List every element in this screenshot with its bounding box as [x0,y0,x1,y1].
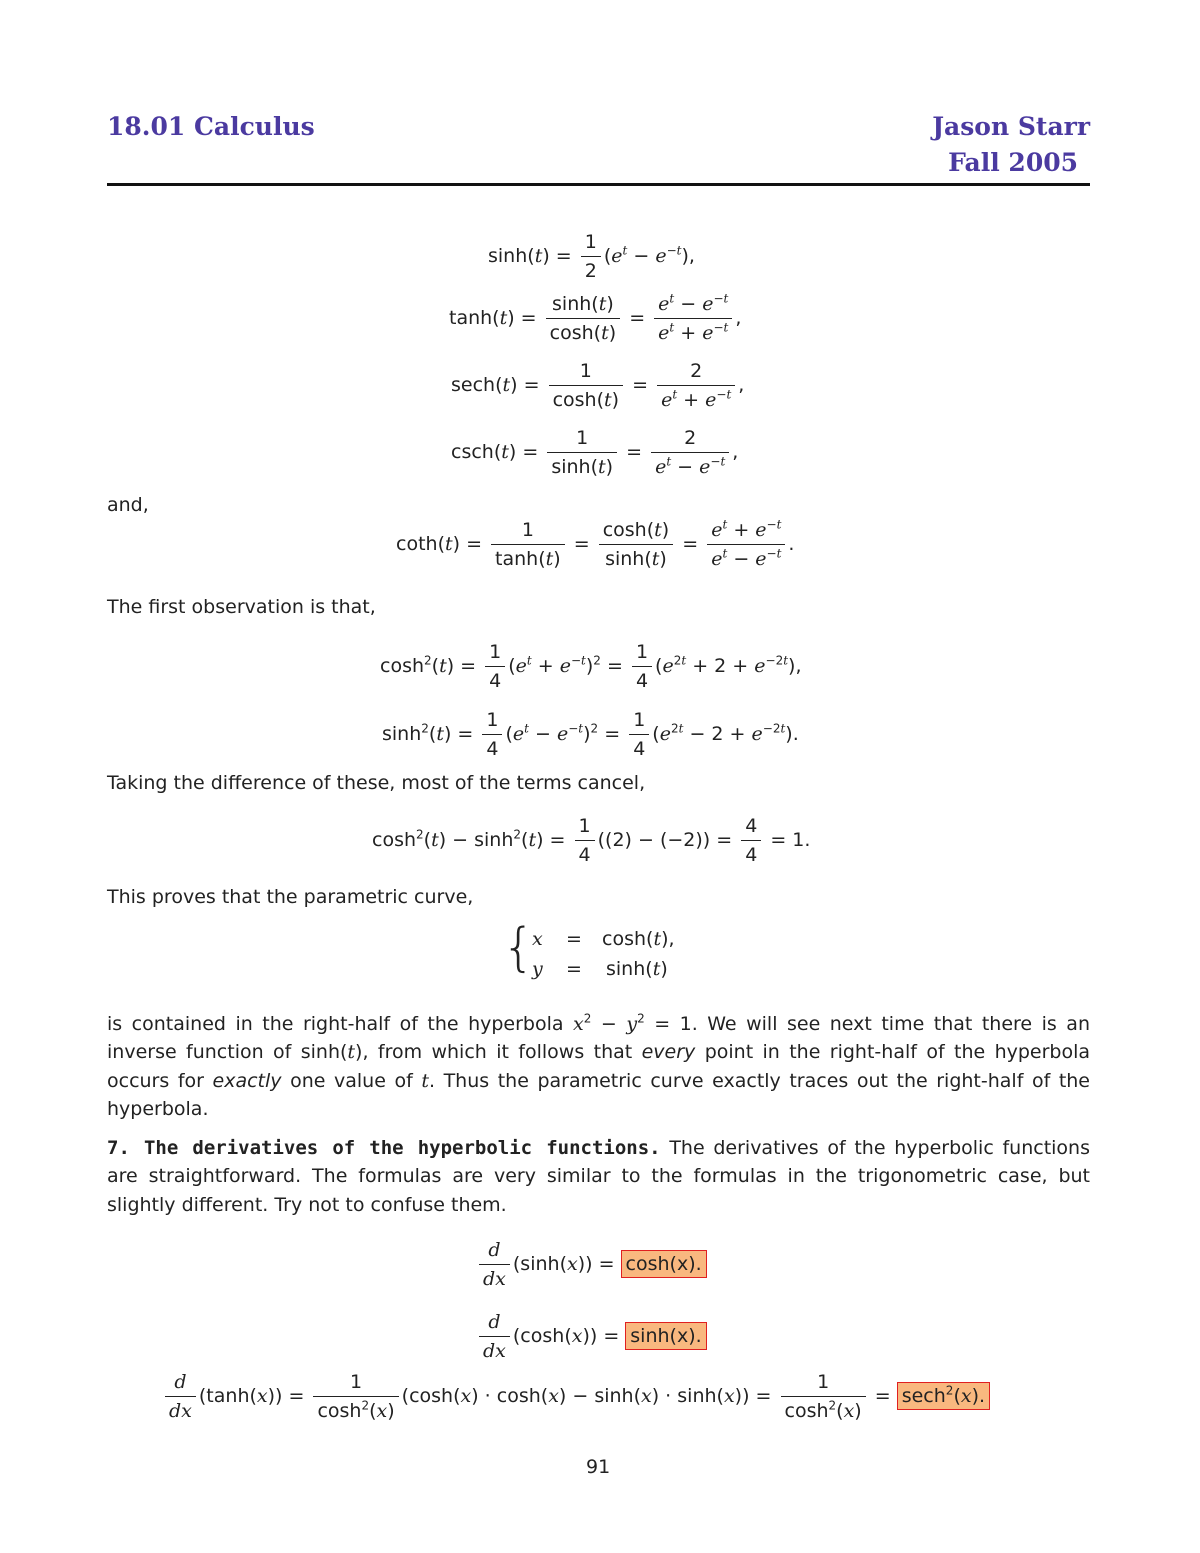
text-and: and, [107,494,149,516]
header-rule [107,183,1090,186]
eq-coth-def: coth(t) = $\frac{1}{\tanh(t)}$ = $\frac{\cosh(t)}{\sinh(t)}$ = $\frac{e^t + e^{-t}}{e^t - e^{-t}}$ . [396,517,795,570]
eq-csch-def: csch(t) = $\frac{1}{\sinh(t)}$ = $\frac{2}{e^t - e^{-t}}$ , [451,424,738,481]
text-taking-difference: Taking the difference of these, most of the terms cancel, [107,772,646,794]
page-number: 91 [586,1456,611,1478]
paragraph-hyperbola: is contained in the right-half of the hyperbola $x^2 - y^2 = 1$. We will see next time that there is an inverse function of sinh(t), from which it follows that every point in the right-half of the hyperbola occurs for exactly one value of t. Thus the parametric curve exactly traces out the right-half of the hyperbola. [107,1011,1091,1121]
author-name: Jason Starr [932,112,1090,141]
text-proves: This proves that the parametric curve, [107,886,474,908]
eq-cosh-squared: $\cosh^2(t)$ = $\frac{1}{4}$ $(e^t + e^{-t})^2$ = $\frac{1}{4}$ $(e^{2t} + 2 + e^{-2t})$, [380,638,802,695]
section-heading: 7. The derivatives of the hyperbolic functions. [107,1137,661,1159]
text-first-observation: The first observation is that, [107,596,376,618]
eq-sinh-def: sinh(t) = $\frac{1}{2}$ $(e^t - e^{-t})$, [488,228,695,285]
term: Fall 2005 [948,148,1078,177]
section-7-paragraph [107,1134,1090,1219]
left-brace: { [502,918,536,978]
eq-derivative-sinh: $\frac{d}{dx}$ (sinh(x)) = cosh(x). [476,1236,707,1293]
eq-tanh-def: tanh(t) = $\frac{\sinh(t)}{\cosh(t)}$ = $\frac{e^t - e^{-t}}{e^t + e^{-t}}$ , [449,291,742,344]
course-title: 18.01 Calculus [107,112,315,141]
eq-derivative-tanh: $\frac{d}{dx}$ (tanh(x)) = $\frac{1}{\cosh^2(x)}$ (cosh(x) · cosh(x) − sinh(x) · sinh(x)) = $\frac{1}{\cosh^2(x)}$ = sech$^2$(x). [162,1368,990,1425]
eq-sech-def: sech(t) = $\frac{1}{\cosh(t)}$ = $\frac{2}{e^t + e^{-t}}$ , [451,357,744,414]
eq-identity: $\cosh^2(t) - \sinh^2(t)$ = $\frac{1}{4}$ ((2) − (−2)) = $\frac{4}{4}$ = 1. [372,812,810,869]
boxed-result-cosh: cosh(x). [621,1250,707,1278]
eq-derivative-cosh: $\frac{d}{dx}$ (cosh(x)) = sinh(x). [476,1308,707,1365]
boxed-result-sinh: sinh(x). [625,1322,706,1350]
section-text: The derivatives of the hyperbolic functions are straightforward. The formulas are very similar to the formulas in the trigonometric case, but slightly different. Try not to confuse them. [107,1137,1090,1216]
boxed-result-sech-squared: sech$^2$(x). [897,1382,990,1410]
eq-sinh-squared: $\sinh^2(t)$ = $\frac{1}{4}$ $(e^t - e^{-t})^2$ = $\frac{1}{4}$ $(e^{2t} - 2 + e^{-2t})$. [382,706,799,763]
